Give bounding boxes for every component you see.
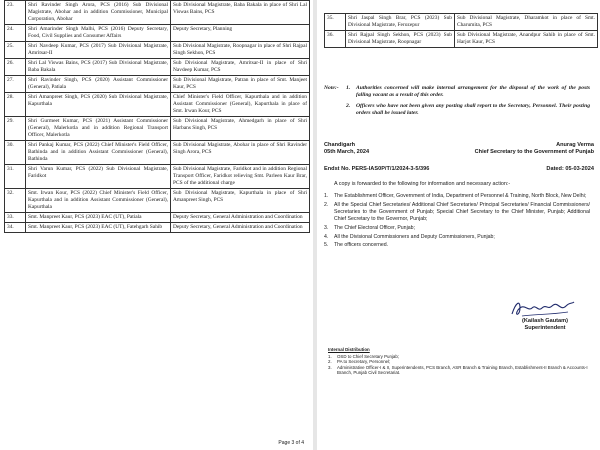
- table-row: [5, 59, 310, 76]
- list-number: 2.: [324, 201, 329, 208]
- new-posting-cell: Sub Divisional Magistrate, Patran in place of Smt. Manjeet Kaur, PCS: [171, 76, 310, 93]
- new-posting-cell: Sub Divisional Magistrate, Anandpur Sahib in place of Smt. Harjot Kaur, PCS: [455, 31, 598, 48]
- serial-number-cell: 29.: [5, 117, 26, 141]
- list-text: The Establishment Officer, Government of India, Department of Personnel & Training, North Block, New Delhi;: [334, 193, 587, 199]
- serial-number-cell: 25.: [5, 42, 26, 59]
- table-row: [5, 76, 310, 93]
- table-row: [325, 14, 598, 31]
- list-item: [328, 365, 590, 376]
- handwritten-signature: [508, 296, 578, 320]
- officer-cell: Shri Amarinder Singh Malhi, PCS (2016) Deputy Secretary, Food, Civil Supplies and Consumer Affairs: [26, 25, 171, 42]
- table-row: [5, 117, 310, 141]
- list-number: 1.: [324, 193, 329, 199]
- officer-cell: Shri Varun Kumar, PCS (2022) Sub Divisional Magistrate, Faridkot: [26, 165, 171, 189]
- serial-number-cell: 34.: [5, 223, 26, 233]
- officer-cell: Shri Amanpreet Singh, PCS (2020) Sub Divisional Magistrate, Kapurthala: [26, 93, 171, 117]
- table-row: [5, 223, 310, 233]
- posting-table-left: [4, 0, 310, 233]
- new-posting-cell: Sub Divisional Magistrate, Dharamkot in place of Smt. Charumita, PCS: [455, 14, 598, 31]
- officer-cell: Shri Gurmeet Kumar, PCS (2021) Assistant Commissioner (General), Malerkotla and in addition Regional Transport Officer, Malerkotla: [26, 117, 171, 141]
- copy-forward-line: A copy is forwarded to the following for information and necessary action:-: [334, 181, 511, 187]
- list-text: The officers concerned.: [334, 242, 389, 249]
- serial-number-cell: 26.: [5, 59, 26, 76]
- note-label: Note:-: [324, 85, 339, 91]
- table-row: [5, 1, 310, 25]
- officer-cell: Smt. Manpreet Kaur, PCS (2023) EAC (UT), Fatehgarh Sahib: [26, 223, 171, 233]
- list-number: 2.: [328, 359, 332, 365]
- table-row: [5, 165, 310, 189]
- list-item: [324, 242, 590, 249]
- endorsement-number: Endst No. PERS-IAS0P/T/1/2024-3-5/396: [324, 166, 430, 172]
- note-item: [346, 103, 590, 118]
- new-posting-cell: Deputy Secretary, General Administration and Coordination: [171, 213, 310, 223]
- note-number: 2.: [346, 102, 351, 109]
- note-item: [346, 85, 590, 100]
- list-number: 1.: [328, 353, 332, 359]
- page-number: Page 3 of 4: [278, 440, 304, 446]
- new-posting-cell: Sub Divisional Magistrate, Amritsar-II in place of Shri Navdeep Kumar, PCS: [171, 59, 310, 76]
- list-text: All the Divisional Commissioners and Deputy Commissioners, Punjab;: [334, 233, 495, 240]
- signatory-designation: Superintendent: [524, 325, 566, 332]
- new-posting-cell: Sub Divisional Magistrate, Faridkot and in addition Regional Transport Officer, Faridkot relieving Smt. Parleen Kaur Brar, PCS of the additional charge: [171, 165, 310, 189]
- new-posting-cell: Sub Divisional Magistrate, Baba Bakala in place of Shri Lal Viswas Bains, PCS: [171, 1, 310, 25]
- officer-cell: Shri Jaspal Singh Brar, PCS (2023) Sub Divisional Magistrate, Ferozepur: [346, 14, 455, 31]
- posting-table-right: [324, 13, 598, 48]
- signatory-block: [504, 318, 586, 332]
- list-item: [324, 234, 590, 241]
- new-posting-cell: Sub Divisional Magistrate, Roopnagar in place of Shri Rajpal Singh Sekhon, PCS: [171, 42, 310, 59]
- officer-cell: Shri Navdeep Kumar, PCS (2017) Sub Divisional Magistrate, Amritsar-II: [26, 42, 171, 59]
- officer-cell: Shri Pankaj Kumar, PCS (2022) Chief Minister's Field Officer, Bathinda and in addition Assistant Commissioner (General), Bathinda: [26, 141, 171, 165]
- notes-section: [324, 85, 590, 121]
- place: Chandigarh: [324, 142, 356, 148]
- order-date: 05th March, 2024: [324, 149, 370, 156]
- serial-number-cell: 30.: [5, 141, 26, 165]
- list-item: [324, 202, 590, 224]
- endorsement-line: [324, 166, 594, 172]
- table-row: [5, 42, 310, 59]
- list-number: 4.: [324, 233, 329, 240]
- table-row: [5, 213, 310, 223]
- signature-block: [324, 142, 594, 157]
- list-text: OSD to Chief Secretary Punjab;: [337, 353, 399, 359]
- note-text: Officers who have not been given any posting shall report to the Secretary, Personnel. Their posting orders shall be issued later.: [356, 102, 590, 117]
- table-row: [5, 25, 310, 42]
- list-text: Administrative Officer-I & II, Superintendents, PCS Branch, ASR Branch & Training Branch, Establishment-II Branch & Accounts-I Branch, Punjab Civil Secretariat.: [337, 364, 588, 376]
- new-posting-cell: Chief Minister's Field Officer, Kapurthala and in addition Assistant Commissioner (General), Kapurthala in place of Smt. Irwan Kour, PCS: [171, 93, 310, 117]
- serial-number-cell: 27.: [5, 76, 26, 93]
- internal-distribution: [328, 347, 590, 376]
- list-number: 5.: [324, 242, 329, 249]
- serial-number-cell: 35.: [325, 14, 346, 31]
- table-row: [5, 141, 310, 165]
- new-posting-cell: Deputy Secretary, Planning: [171, 25, 310, 42]
- new-posting-cell: Sub Divisional Magistrate, Ahmedgarh in place of Shri Harbans Singh, PCS: [171, 117, 310, 141]
- list-item: [324, 225, 590, 232]
- signer-name: Anurag Verma: [556, 142, 594, 148]
- table-row: [5, 189, 310, 213]
- signer-designation: Chief Secretary to the Government of Punjab: [474, 149, 594, 156]
- table-row: [5, 93, 310, 117]
- officer-cell: Shri Rajpal Singh Sekhon, PCS (2023) Sub Divisional Magistrate, Roopnagar: [346, 31, 455, 48]
- new-posting-cell: Sub Divisional Magistrate, Abohar in place of Shri Ravinder Singh Arora, PCS: [171, 141, 310, 165]
- list-text: The Chief Electoral Officer, Punjab;: [334, 224, 415, 231]
- serial-number-cell: 24.: [5, 25, 26, 42]
- serial-number-cell: 31.: [5, 165, 26, 189]
- endorsement-date: Dated: 05-03-2024: [546, 166, 594, 172]
- new-posting-cell: Sub Divisional Magistrate, Kapurthala in place of Shri Amanpreet Singh, PCS: [171, 189, 310, 213]
- table-row: [325, 31, 598, 48]
- list-item: [324, 193, 590, 200]
- officer-cell: Smt. Irwan Kour, PCS (2022) Chief Minister's Field Officer, Kapurthala and in addition Assistant Commissioner (General), Kapurthala: [26, 189, 171, 213]
- list-text: All the Special Chief Secretaries/ Additional Chief Secretaries/ Principal Secretaries/ Financial Commissioners/ Secretaries to the Government of Punjab; Special Chief Secretary to the Chief Minister, Punjab; Additional Chief Secretary to the Governor, Punjab;: [334, 201, 590, 223]
- serial-number-cell: 23.: [5, 1, 26, 25]
- officer-cell: Smt. Manpreet Kaur, PCS (2023) EAC (UT), Patiala: [26, 213, 171, 223]
- page-gutter: [313, 0, 317, 450]
- signatory-name: (Kailash Gautam): [521, 318, 568, 324]
- serial-number-cell: 36.: [325, 31, 346, 48]
- serial-number-cell: 28.: [5, 93, 26, 117]
- officer-cell: Shri Ravinder Singh, PCS (2020) Assistant Commissioner (General), Patiala: [26, 76, 171, 93]
- note-number: 1.: [346, 85, 351, 91]
- list-number: 3.: [328, 364, 332, 370]
- serial-number-cell: 33.: [5, 213, 26, 223]
- distribution-list: [324, 193, 590, 251]
- serial-number-cell: 32.: [5, 189, 26, 213]
- new-posting-cell: Deputy Secretary, General Administration and Coordination: [171, 223, 310, 233]
- note-text: Authorities concerned will make internal arrangement for the disposal of the work of the posts falling vacant as a result of this order.: [356, 85, 590, 99]
- internal-distribution-heading: Internal Distribution: [328, 347, 370, 352]
- officer-cell: Shri Ravinder Singh Arora, PCS (2016) Sub Divisional Magistrate, Abohar and in addition Commissioner, Municipal Corporation, Abohar: [26, 1, 171, 25]
- list-number: 3.: [324, 224, 329, 231]
- officer-cell: Shri Lal Viswas Bains, PCS (2017) Sub Divisional Magistrate, Baba Bakala: [26, 59, 171, 76]
- right-page: [318, 0, 600, 450]
- list-text: PA to Secretary, Personnel;: [337, 359, 391, 365]
